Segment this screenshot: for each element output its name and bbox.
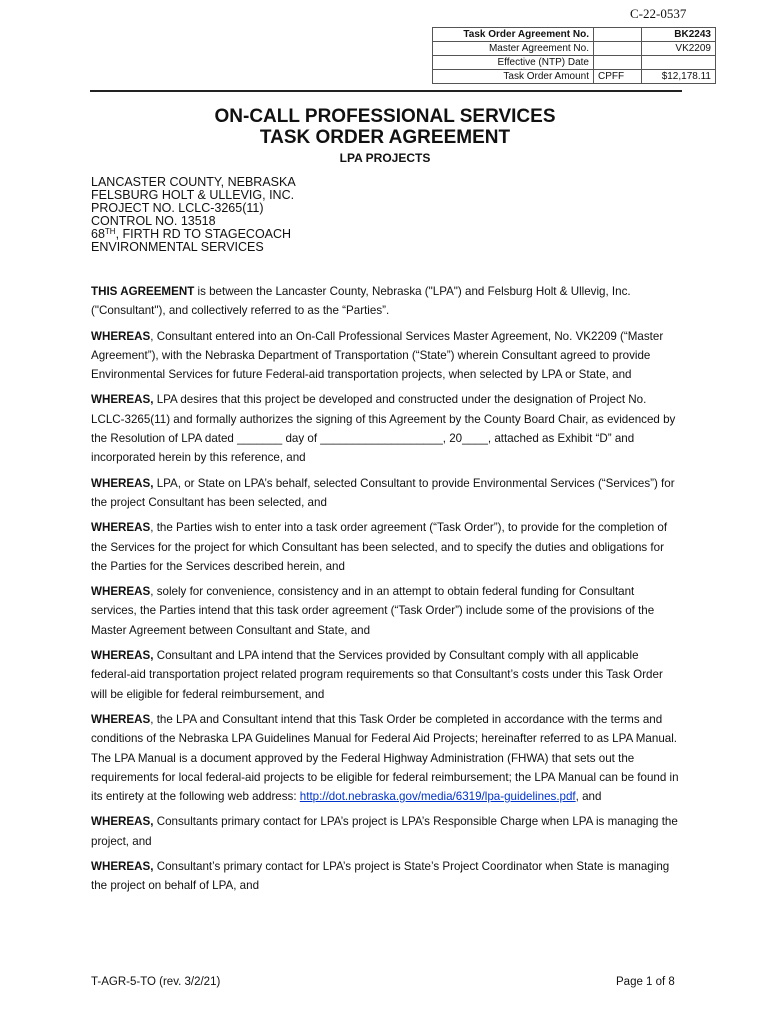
paragraph-text: Consultant’s primary contact for LPA’s project is State’s Project Coordinator when State is managing the project on behalf of LPA, and (91, 860, 670, 893)
paragraph-whereas-compliance (91, 646, 681, 704)
paragraph-lead: THIS AGREEMENT (91, 285, 195, 298)
paragraph-text: LPA, or State on LPA’s behalf, selected Consultant to provide Environmental Services (“Services”) for the project Consultant has been selected, and (91, 476, 675, 509)
table-row (433, 42, 716, 56)
task-order-no-value: BK2243 (642, 28, 716, 42)
table-row (433, 56, 716, 70)
task-order-no-label: Task Order Agreement No. (433, 28, 594, 42)
paragraph-whereas-task-order (91, 518, 681, 576)
document-number: C-22-0537 (630, 6, 687, 21)
paragraph-lead: WHEREAS (91, 585, 151, 599)
lpa-guidelines-link[interactable]: http://dot.nebraska.gov/media/6319/lpa-guidelines.pdf (299, 790, 576, 804)
paragraph-this-agreement (91, 282, 681, 321)
paragraph-lead: WHEREAS, (91, 860, 154, 874)
header-divider (90, 90, 682, 92)
task-order-info-table (432, 27, 716, 84)
paragraph-whereas-master-agreement (91, 327, 681, 385)
paragraph-text: Consultant and LPA intend that the Services provided by Consultant comply with all applicable federal-aid transportation project related program requirements so that Consultant’s costs under this Task Order will be eligible for federal reimbursement, and (91, 649, 663, 701)
header-line-location-num: 68 (91, 227, 105, 241)
effective-date-mid (594, 56, 642, 70)
paragraph-text-tail: , and (575, 790, 602, 804)
header-line-project-no: PROJECT NO. LCLC-3265(11) (91, 201, 264, 215)
effective-date-value (642, 56, 716, 70)
paragraph-lead: WHEREAS, (91, 649, 154, 663)
paragraph-whereas-selected (91, 474, 681, 513)
page-title (0, 106, 770, 148)
task-order-amount-value: $12,178.11 (642, 70, 716, 84)
task-order-no-mid (594, 28, 642, 42)
paragraph-text: is between the Lancaster County, Nebraska ("LPA") and Felsburg Holt & Ullevig, Inc. ("Consultant"), and collectively referred to as the “Parties”. (91, 285, 631, 318)
header-line-location-sup: TH (104, 227, 116, 236)
paragraph-whereas-responsible-charge (91, 812, 681, 851)
task-order-amount-label: Task Order Amount (433, 70, 594, 84)
paragraph-text: LPA desires that this project be developed and constructed under the designation of Project No. LCLC-3265(11) and formally authorizes the signing of this Agreement by the County Board Chair, as evidenced by the Resolution of LPA dated _______ day of ___________________, 20____, attached as Exhibit “D” and incorporated herein by this reference, and (91, 393, 676, 465)
project-header-block (91, 176, 296, 254)
paragraph-whereas-project-coordinator (91, 857, 681, 896)
paragraph-text: , Consultant entered into an On-Call Professional Services Master Agreement, No. VK2209 (“Master Agreement”), with the Nebraska Department of Transportation (“State”) wherein Consultant agreed to provide Environmental Services for future Federal-aid transportation projects, when selected by LPA or State, and (91, 329, 664, 382)
paragraph-lead: WHEREAS, (91, 815, 154, 829)
paragraph-lead: WHEREAS (91, 521, 151, 535)
header-line-consultant: FELSBURG HOLT & ULLEVIG, INC. (91, 188, 295, 202)
page-subtitle: LPA PROJECTS (339, 151, 431, 165)
master-agreement-no-mid (594, 42, 642, 56)
header-line-services: ENVIRONMENTAL SERVICES (91, 240, 264, 254)
task-order-amount-type: CPFF (594, 70, 642, 84)
footer-page-number: Page 1 of 8 (616, 976, 675, 988)
effective-date-label: Effective (NTP) Date (433, 56, 594, 70)
header-line-control-no: CONTROL NO. 13518 (91, 214, 216, 228)
paragraph-text: Consultants primary contact for LPA’s project is LPA’s Responsible Charge when LPA is managing the project, and (91, 815, 678, 848)
paragraph-lead: WHEREAS (91, 329, 151, 343)
table-row (433, 28, 716, 42)
paragraph-lead: WHEREAS, (91, 476, 154, 490)
footer-form-id: T-AGR-5-TO (rev. 3/2/21) (91, 976, 221, 988)
table-row (433, 70, 716, 84)
paragraph-text: , the Parties wish to enter into a task order agreement (“Task Order”), to provide for the completion of the Services for the project for which Consultant has been selected, and to specify the duties and obligations for the Parties for the Services described herein, and (91, 521, 668, 573)
header-line-location-rest: , FIRTH RD TO STAGECOACH (115, 227, 292, 241)
title-line-1: ON-CALL PROFESSIONAL SERVICES (214, 106, 556, 127)
paragraph-lead: WHEREAS, (91, 393, 154, 407)
master-agreement-no-value: VK2209 (642, 42, 716, 56)
paragraph-whereas-lpa-manual (91, 710, 681, 806)
paragraph-whereas-designation (91, 390, 681, 467)
agreement-body (91, 282, 681, 902)
title-line-2: TASK ORDER AGREEMENT (259, 127, 511, 148)
header-line-county: LANCASTER COUNTY, NEBRASKA (91, 175, 296, 189)
paragraph-lead: WHEREAS (91, 712, 151, 726)
paragraph-whereas-convenience (91, 582, 681, 640)
paragraph-text: , the LPA and Consultant intend that this Task Order be completed in accordance with the terms and conditions of the Nebraska LPA Guidelines Manual for Federal Aid Projects; hereinafter referred to as LPA Manual. The LPA Manual is a document approved by the Federal Highway Administration (FHWA) that sets out the requirements for local federal-aid projects to be eligible for federal reimbursement; the LPA Manual can be found in its entirety at the following web address: (91, 712, 679, 804)
master-agreement-no-label: Master Agreement No. (433, 42, 594, 56)
paragraph-text: , solely for convenience, consistency and in an attempt to obtain federal funding for Consultant services, the Parties intend that this task order agreement (“Task Order”) include some of the provisions of the Master Agreement between Consultant and State, and (91, 585, 655, 637)
